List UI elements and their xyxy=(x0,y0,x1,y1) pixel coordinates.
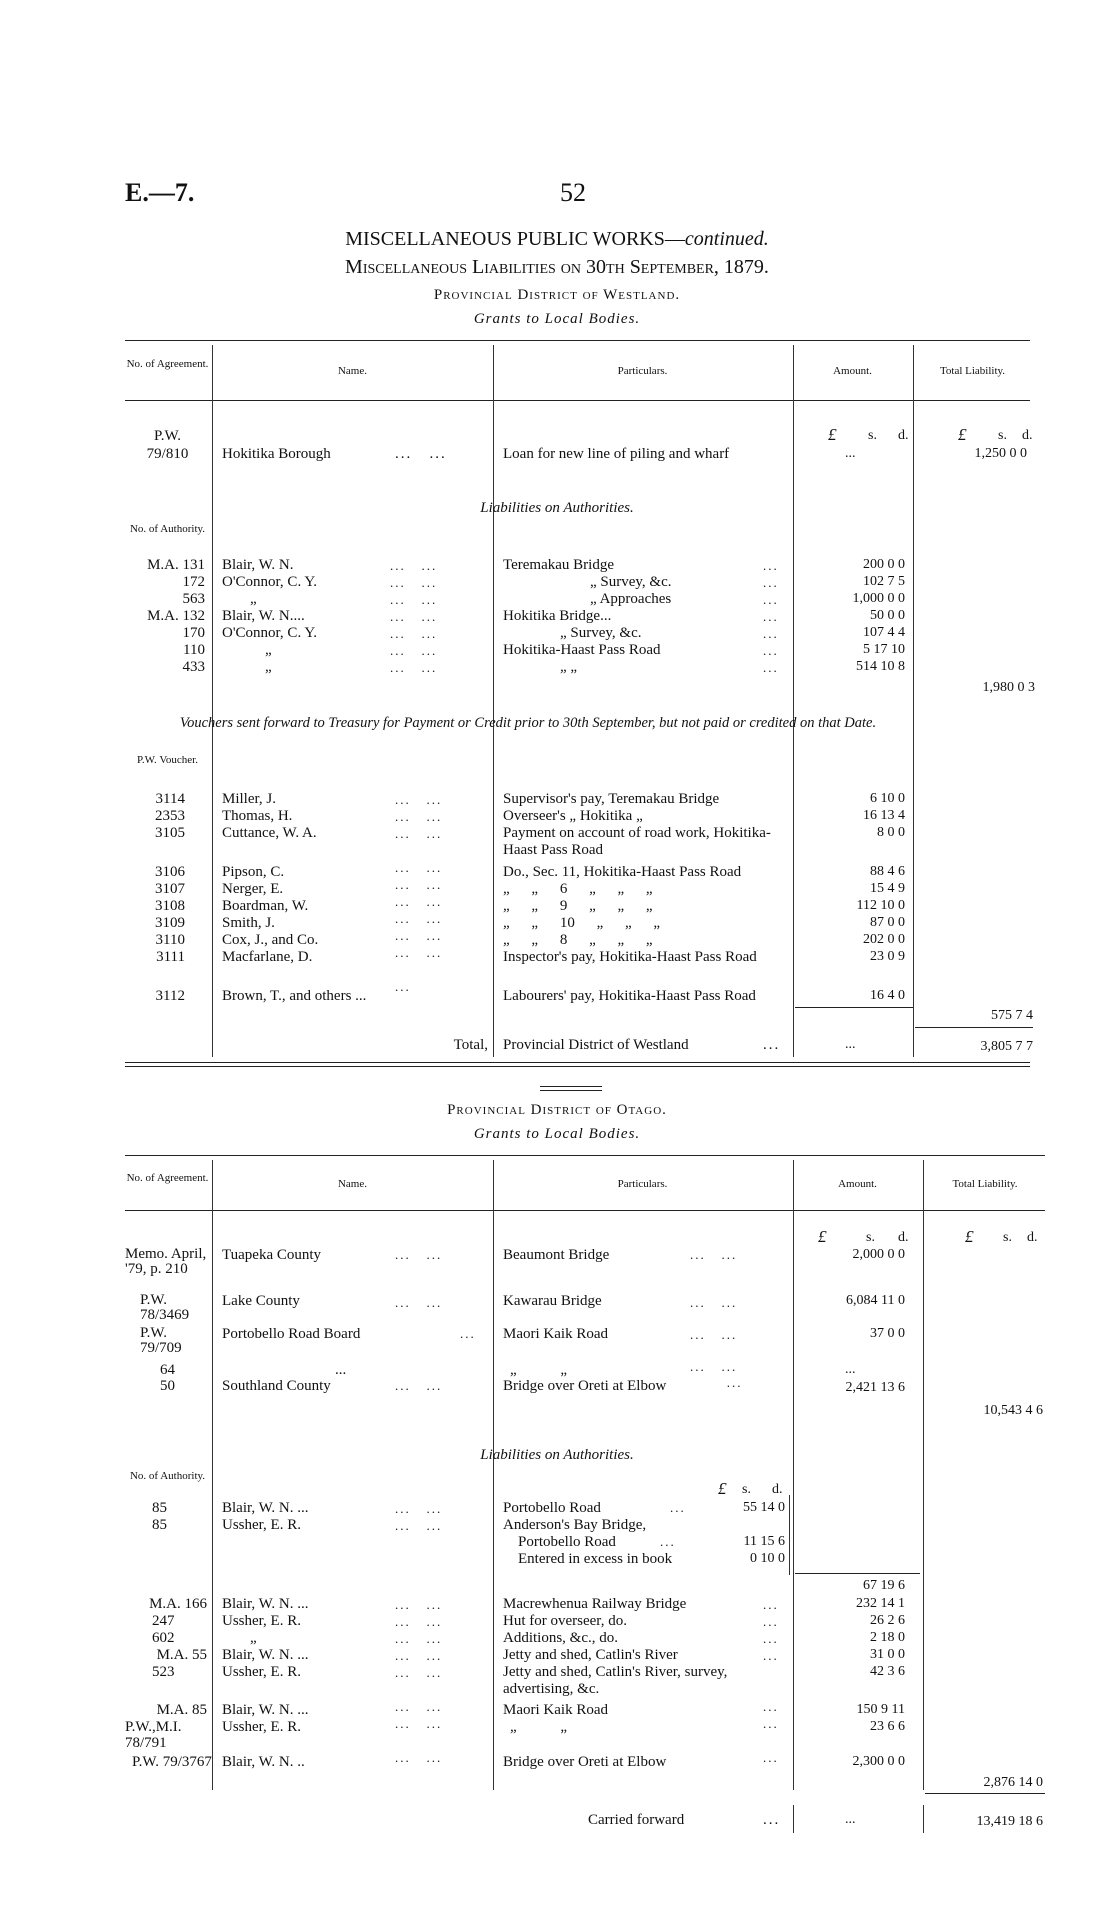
voucher-amount: 23 0 9 xyxy=(870,949,905,964)
header-amount: Amount. xyxy=(833,365,872,377)
authority-name: Ussher, E. R. xyxy=(222,1719,301,1735)
voucher-name: Cox, J., and Co. xyxy=(222,932,319,948)
leader-dots: ... ... xyxy=(395,1378,443,1393)
authority-name: Blair, W. N. ... xyxy=(222,1596,309,1612)
authority-amount: 26 2 6 xyxy=(870,1613,905,1628)
total-particulars: Provincial District of Westland xyxy=(503,1037,689,1053)
authority-amount: 42 3 6 xyxy=(870,1664,905,1679)
authority-particulars: Anderson's Bay Bridge, xyxy=(503,1517,647,1533)
otago-col-divider xyxy=(793,1160,794,1790)
voucher-name: Miller, J. xyxy=(222,791,276,807)
agreement-number: P.W. 79/709 xyxy=(140,1325,182,1356)
carried-forward-amount: ... xyxy=(845,1812,856,1827)
authority-number: 85 xyxy=(152,1500,167,1516)
subtotal-rule xyxy=(795,1007,913,1008)
authority-particulars: „ „ xyxy=(510,1719,568,1735)
authority-particulars: „ Approaches xyxy=(590,591,672,607)
grant-amount: 37 0 0 xyxy=(870,1326,905,1341)
authority-particulars: Portobello Road xyxy=(518,1534,616,1550)
currency-pence: d. xyxy=(1027,1230,1038,1245)
page-ref: E.—7. xyxy=(125,178,195,207)
authority-particulars: „ Survey, &c. xyxy=(590,574,672,590)
westland-table-bottom-rule xyxy=(125,1062,1030,1067)
voucher-number: 3108 xyxy=(155,898,185,914)
authority-name: Blair, W. N. ... xyxy=(222,1500,309,1516)
authority-particulars: „ Survey, &c. xyxy=(560,625,642,641)
authority-header: No. of Authority. xyxy=(129,1470,206,1482)
otago-table-top-rule xyxy=(125,1155,1045,1156)
grant-amount: ... xyxy=(845,446,856,461)
authority-number: 170 xyxy=(182,625,205,641)
currency-pound: £ xyxy=(718,1479,727,1498)
currency-shilling: s. xyxy=(868,428,877,443)
authority-name: Blair, W. N. ... xyxy=(222,1702,309,1718)
voucher-particulars: „ „ 8 „ „ „ xyxy=(503,932,653,948)
header-name: Name. xyxy=(337,365,367,377)
authority-amount: 232 14 1 xyxy=(856,1596,905,1611)
westland-authorities-heading: Liabilities on Authorities. xyxy=(480,500,634,516)
voucher-particulars: Labourers' pay, Hokitika-Haast Pass Road xyxy=(503,988,756,1004)
authority-number: P.W.,M.I. 78/791 xyxy=(125,1719,182,1751)
agreement-number: Memo. April, '79, p. 210 xyxy=(125,1246,207,1277)
currency-shilling: s. xyxy=(1003,1230,1012,1245)
voucher-amount: 16 4 0 xyxy=(870,988,905,1003)
authority-amount: 200 0 0 xyxy=(863,557,905,572)
voucher-particulars: „ „ 10 „ „ „ xyxy=(503,915,661,931)
authority-amount: 102 7 5 xyxy=(863,574,905,589)
grant-amount: 2,421 13 6 xyxy=(845,1380,905,1395)
authority-particulars: Maori Kaik Road xyxy=(503,1702,608,1718)
header-particulars: Particulars. xyxy=(617,365,668,377)
inner-amount: 55 14 0 xyxy=(743,1500,785,1515)
voucher-name: Boardman, W. xyxy=(222,898,309,914)
authority-name: „ xyxy=(250,1630,257,1646)
otago-col-divider xyxy=(493,1160,494,1790)
voucher-header: P.W. Voucher. xyxy=(137,754,198,766)
authority-particulars: Jetty and shed, Catlin's River xyxy=(503,1647,678,1663)
otago-col-divider xyxy=(923,1160,924,1790)
voucher-amount: 16 13 4 xyxy=(863,808,905,823)
grant-particulars: „ „ xyxy=(510,1362,568,1378)
authority-particulars: „ „ xyxy=(560,659,578,675)
voucher-number: 3109 xyxy=(155,915,185,931)
subtotal-rule xyxy=(795,1573,920,1574)
authority-name: Blair, W. N.... xyxy=(222,608,305,624)
authority-name: „ xyxy=(265,642,272,658)
leader-dots: ... ... ... ... xyxy=(395,1501,443,1533)
vouchers-heading: Vouchers sent forward to Treasury for Payment or Credit prior to 30th September, but not paid or credited on that Date. xyxy=(179,715,877,731)
voucher-number: 3110 xyxy=(155,932,185,948)
authority-number: 110 xyxy=(183,642,205,658)
inner-amount: 11 15 6 xyxy=(743,1534,785,1549)
voucher-particulars: Payment on account of road work, Hokitika-Haast Pass Road xyxy=(503,825,771,858)
westland-col-divider xyxy=(212,345,213,1057)
voucher-particulars: Inspector's pay, Hokitika-Haast Pass Road xyxy=(503,949,757,965)
authority-particulars: Portobello Road xyxy=(503,1500,601,1516)
authority-name: Ussher, E. R. xyxy=(222,1517,301,1533)
authority-amount: 23 6 6 xyxy=(870,1719,905,1734)
carried-forward-total: 13,419 18 6 xyxy=(976,1814,1043,1829)
currency-pound: £ xyxy=(818,1227,827,1246)
voucher-number: 3111 xyxy=(156,949,185,965)
grant-name: Lake County xyxy=(222,1293,300,1309)
authority-number: 85 xyxy=(152,1517,167,1533)
westland-header-rule xyxy=(125,400,1030,401)
leader-dots: ... xyxy=(460,1326,476,1341)
currency-pence: d. xyxy=(898,428,909,443)
authority-number: 247 xyxy=(152,1613,175,1629)
subtotal-rule xyxy=(915,1027,1033,1028)
voucher-particulars: Do., Sec. 11, Hokitika-Haast Pass Road xyxy=(503,864,742,880)
voucher-number: 3114 xyxy=(155,791,185,807)
authority-number: M.A. 55 xyxy=(156,1647,207,1663)
authority-name: Blair, W. N. ... xyxy=(222,1647,309,1663)
authority-number: M.A. 131 xyxy=(147,557,205,573)
grants-total: 10,543 4 6 xyxy=(983,1403,1043,1418)
leader-dots: ... ... ... ... ... ... ... ... ... ... ... ... ... ... xyxy=(390,558,438,675)
subtotal-rule xyxy=(925,1793,1045,1794)
authority-amount: 2 18 0 xyxy=(870,1630,905,1645)
otago-header-rule xyxy=(125,1210,1045,1211)
leader-dots: ... xyxy=(670,1500,686,1515)
voucher-amount: 15 4 9 xyxy=(870,881,905,896)
header-total: Total Liability. xyxy=(952,1178,1018,1190)
authorities-total: 2,876 14 0 xyxy=(983,1775,1043,1790)
authority-name: „ xyxy=(265,659,272,675)
authority-amount: 31 0 0 xyxy=(870,1647,905,1662)
voucher-name: Smith, J. xyxy=(222,915,275,931)
authorities-total: 1,980 0 3 xyxy=(982,680,1035,695)
authority-amount: 1,000 0 0 xyxy=(852,591,905,606)
currency-pound: £ xyxy=(958,425,967,444)
inner-amount: 0 10 0 xyxy=(750,1551,785,1566)
voucher-name: Macfarlane, D. xyxy=(222,949,313,965)
agreement-number: P.W. 78/3469 xyxy=(140,1292,190,1323)
voucher-amount: 112 10 0 xyxy=(856,898,905,913)
voucher-amount: 8 0 0 xyxy=(877,825,905,840)
westland-grants-heading: Grants to Local Bodies. xyxy=(473,311,641,327)
voucher-number: 3112 xyxy=(155,988,185,1004)
grant-particulars: Kawarau Bridge xyxy=(503,1293,602,1309)
voucher-number: 3105 xyxy=(155,825,185,841)
currency-pound: £ xyxy=(828,425,837,444)
grant-name: Southland County xyxy=(222,1378,331,1394)
westland-col-divider xyxy=(493,345,494,1057)
leader-dots: ... xyxy=(763,1812,781,1828)
grant-amount: 2,000 0 0 xyxy=(852,1247,905,1262)
authority-name: O'Connor, C. Y. xyxy=(222,574,318,590)
voucher-amount: 6 10 0 xyxy=(870,791,905,806)
currency-shilling: s. xyxy=(742,1482,751,1497)
voucher-name: Cuttance, W. A. xyxy=(222,825,317,841)
currency-shilling: s. xyxy=(998,428,1007,443)
authority-name: Blair, W. N. .. xyxy=(222,1754,305,1770)
authority-particulars: Entered in excess in book xyxy=(518,1551,673,1567)
col-divider xyxy=(793,1805,794,1833)
voucher-name: Thomas, H. xyxy=(222,808,293,824)
carried-forward-label: Carried forward xyxy=(588,1812,685,1828)
authority-number: 523 xyxy=(152,1664,175,1680)
grant-particulars: Bridge over Oreti at Elbow xyxy=(503,1378,667,1394)
leader-dots: ... ... ... ... ... ... ... xyxy=(763,558,779,675)
grant-particulars: Beaumont Bridge xyxy=(503,1247,610,1263)
authority-particulars: Hokitika-Haast Pass Road xyxy=(503,642,661,658)
header-agreement: No. of Agreement. xyxy=(126,358,209,370)
grant-name: Hokitika Borough xyxy=(222,446,331,462)
header-agreement: No. of Agreement. xyxy=(126,1172,209,1184)
total-label: Total, xyxy=(453,1037,488,1053)
leader-dots: ... ... ... ... ... ... ... xyxy=(763,1597,779,1765)
page-title: MISCELLANEOUS PUBLIC WORKS—continued. xyxy=(345,228,769,250)
agreement-number: 50 xyxy=(160,1378,175,1394)
authority-number: 602 xyxy=(152,1630,175,1646)
voucher-amount: 87 0 0 xyxy=(870,915,905,930)
currency-shilling: s. xyxy=(866,1230,875,1245)
voucher-particulars: Overseer's „ Hokitika „ xyxy=(503,808,643,824)
authority-name: O'Connor, C. Y. xyxy=(222,625,318,641)
voucher-particulars: „ „ 9 „ „ „ xyxy=(503,898,653,914)
leader-dots: ... ... ... ... ... ... ... ... ... xyxy=(690,1247,743,1390)
voucher-name: Pipson, C. xyxy=(222,864,285,880)
page-number: 52 xyxy=(560,178,586,207)
authority-particulars: Hut for overseer, do. xyxy=(503,1613,627,1629)
authority-particulars: Teremakau Bridge xyxy=(503,557,614,573)
grant-name: ... xyxy=(335,1362,347,1378)
authority-amount: 50 0 0 xyxy=(870,608,905,623)
voucher-number: 3106 xyxy=(155,864,185,880)
authority-number: 433 xyxy=(182,659,205,675)
voucher-particulars: „ „ 6 „ „ „ xyxy=(503,881,653,897)
authority-name: Ussher, E. R. xyxy=(222,1664,301,1680)
grant-amount: 6,084 11 0 xyxy=(846,1293,905,1308)
authority-particulars: Bridge over Oreti at Elbow xyxy=(503,1754,667,1770)
grant-particulars: Maori Kaik Road xyxy=(503,1326,608,1342)
authority-name: Ussher, E. R. xyxy=(222,1613,301,1629)
authority-amount: 514 10 8 xyxy=(856,659,905,674)
leader-dots: ... ... ... ... ... ... ... ... ... ... ... ... ... ... ... ... xyxy=(395,1597,443,1765)
westland-district-heading: Provincial District of Westland. xyxy=(433,287,681,303)
inner-col-divider xyxy=(789,1495,790,1575)
currency-pence: d. xyxy=(1022,428,1033,443)
header-total: Total Liability. xyxy=(939,365,1006,377)
grant-particulars: Loan for new line of piling and wharf xyxy=(503,446,730,462)
grant-name: Portobello Road Board xyxy=(222,1326,361,1342)
authority-particulars: Jetty and shed, Catlin's River, survey, advertising, &c. xyxy=(503,1664,728,1697)
authority-amount: 150 9 11 xyxy=(856,1702,905,1717)
authority-number: M.A. 166 xyxy=(149,1596,207,1612)
grant-name: Tuapeka County xyxy=(222,1247,322,1263)
authority-number: M.A. 85 xyxy=(156,1702,207,1718)
leader-dots: ... xyxy=(660,1534,676,1549)
voucher-name: Nerger, E. xyxy=(222,881,284,897)
voucher-amount: 88 4 6 xyxy=(870,864,905,879)
leader-dots: ... xyxy=(763,1037,781,1053)
authority-amount: 107 4 4 xyxy=(863,625,905,640)
otago-district-heading: Provincial District of Otago. xyxy=(447,1102,667,1118)
header-particulars: Particulars. xyxy=(617,1178,668,1190)
leader-dots: ... ... xyxy=(395,446,447,462)
page-subtitle: Miscellaneous Liabilities on 30th September, 1879. xyxy=(345,256,769,278)
otago-col-divider xyxy=(212,1160,213,1790)
authority-particulars: Hokitika Bridge... xyxy=(503,608,612,624)
authority-number: M.A. 132 xyxy=(147,608,205,624)
authority-number: 172 xyxy=(182,574,205,590)
westland-col-divider xyxy=(793,345,794,1057)
grant-amount: ... xyxy=(845,1362,856,1377)
authority-particulars: Macrewhenua Railway Bridge xyxy=(503,1596,687,1612)
westland-table-top-rule xyxy=(125,340,1030,341)
authority-number: 563 xyxy=(182,591,205,607)
authority-amount: 2,300 0 0 xyxy=(852,1754,905,1769)
voucher-number: 3107 xyxy=(155,881,185,897)
authority-number: P.W. 79/3767 xyxy=(132,1754,212,1770)
authority-name: „ xyxy=(250,591,257,607)
agreement-number: P.W. xyxy=(154,428,181,444)
total-value: 3,805 7 7 xyxy=(980,1039,1033,1054)
section-separator xyxy=(540,1086,602,1091)
header-name: Name. xyxy=(337,1178,367,1190)
voucher-amount: 202 0 0 xyxy=(863,932,905,947)
otago-authorities-heading: Liabilities on Authorities. xyxy=(480,1447,634,1463)
currency-pound: £ xyxy=(965,1227,974,1246)
voucher-name: Brown, T., and others ... xyxy=(222,988,367,1004)
total-amount: ... xyxy=(845,1037,856,1052)
authorities-a-sum: 67 19 6 xyxy=(863,1578,905,1593)
col-divider xyxy=(923,1805,924,1833)
agreement-number: 64 xyxy=(160,1362,175,1378)
westland-col-divider xyxy=(913,345,914,1057)
currency-pence: d. xyxy=(898,1230,909,1245)
leader-dots: ... ... ... ... xyxy=(395,1247,443,1310)
header-amount: Amount. xyxy=(838,1178,877,1190)
authority-name: Blair, W. N. xyxy=(222,557,294,573)
otago-grants-heading: Grants to Local Bodies. xyxy=(473,1126,641,1142)
authority-amount: 5 17 10 xyxy=(863,642,905,657)
voucher-particulars: Supervisor's pay, Teremakau Bridge xyxy=(503,791,720,807)
authority-particulars: Additions, &c., do. xyxy=(503,1630,618,1646)
leader-dots: ... ... ... ... ... ... ... ... ... ... ... ... ... ... ... ... ... ... ... xyxy=(395,792,443,994)
authority-header: No. of Authority. xyxy=(129,523,206,535)
currency-pence: d. xyxy=(772,1482,783,1497)
grant-total: 1,250 0 0 xyxy=(974,446,1027,461)
agreement-number: 79/810 xyxy=(146,446,189,462)
voucher-number: 2353 xyxy=(155,808,185,824)
vouchers-total: 575 7 4 xyxy=(991,1008,1033,1023)
